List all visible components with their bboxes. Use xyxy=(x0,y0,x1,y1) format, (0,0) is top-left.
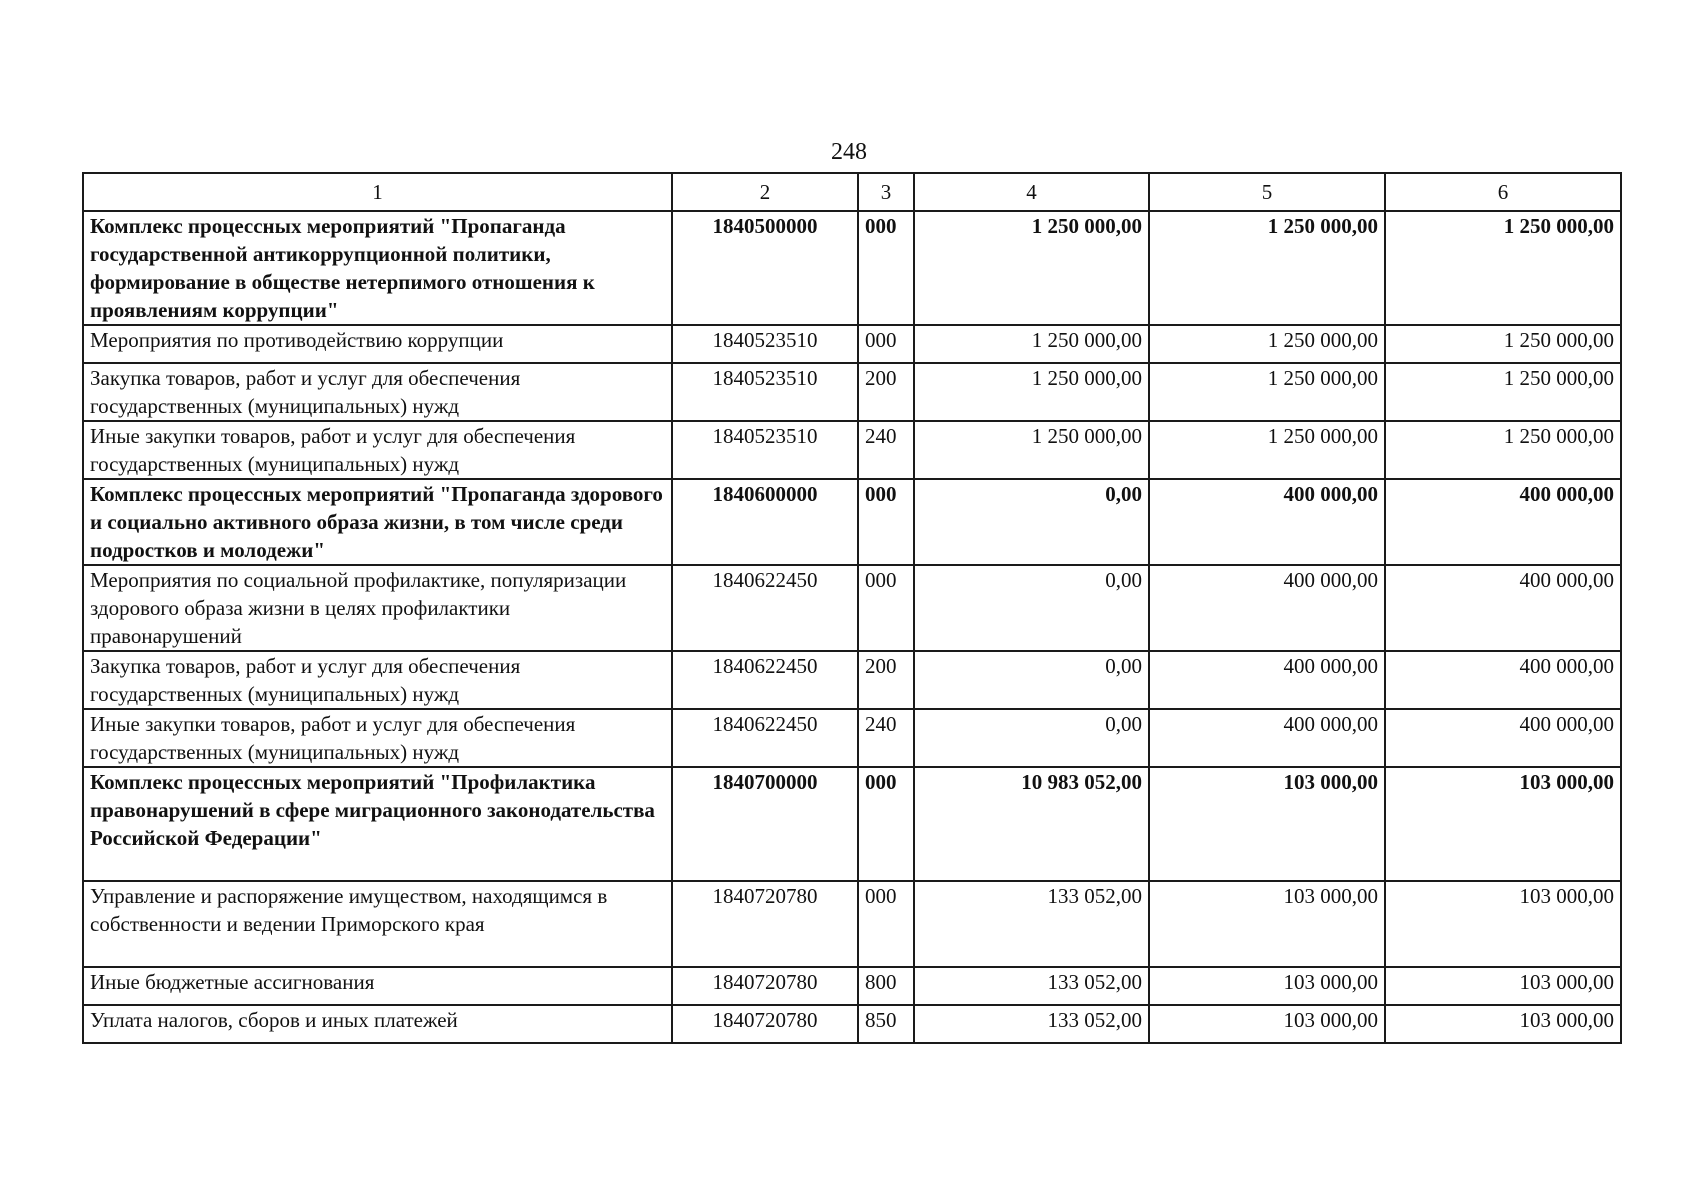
row-amount-5: 1 250 000,00 xyxy=(1149,421,1385,479)
row-amount-4: 1 250 000,00 xyxy=(914,211,1149,325)
row-name: Комплекс процессных мероприятий "Пропаганда государственной антикоррупционной политики, формирование в обществе нетерпимого отношения к проявлениям коррупции" xyxy=(83,211,672,325)
page-number: 248 xyxy=(831,139,867,165)
row-code: 1840622450 xyxy=(672,565,858,651)
table-row xyxy=(83,767,1621,881)
row-amount-4: 10 983 052,00 xyxy=(914,767,1149,881)
row-amount-4: 0,00 xyxy=(914,651,1149,709)
row-code: 1840622450 xyxy=(672,651,858,709)
row-amount-6: 1 250 000,00 xyxy=(1385,325,1621,363)
table-row xyxy=(83,651,1621,709)
row-type: 200 xyxy=(858,363,914,421)
row-name: Управление и распоряжение имуществом, находящимся в собственности и ведении Приморского края xyxy=(83,881,672,967)
row-type: 240 xyxy=(858,709,914,767)
row-amount-4: 0,00 xyxy=(914,565,1149,651)
table-row xyxy=(83,709,1621,767)
row-amount-5: 400 000,00 xyxy=(1149,479,1385,565)
row-type: 000 xyxy=(858,479,914,565)
row-amount-6: 103 000,00 xyxy=(1385,1005,1621,1043)
row-amount-6: 400 000,00 xyxy=(1385,479,1621,565)
row-amount-6: 1 250 000,00 xyxy=(1385,363,1621,421)
column-number-row xyxy=(83,173,1621,211)
table-row xyxy=(83,565,1621,651)
column-header: 1 xyxy=(83,173,672,211)
row-amount-5: 103 000,00 xyxy=(1149,967,1385,1005)
row-amount-4: 1 250 000,00 xyxy=(914,421,1149,479)
row-code: 1840500000 xyxy=(672,211,858,325)
row-name: Мероприятия по противодействию коррупции xyxy=(83,325,672,363)
row-amount-4: 1 250 000,00 xyxy=(914,325,1149,363)
column-header: 4 xyxy=(914,173,1149,211)
row-type: 000 xyxy=(858,767,914,881)
row-code: 1840600000 xyxy=(672,479,858,565)
budget-table xyxy=(82,172,1622,1044)
row-amount-5: 400 000,00 xyxy=(1149,709,1385,767)
row-name: Иные закупки товаров, работ и услуг для обеспечения государственных (муниципальных) нужд xyxy=(83,709,672,767)
row-code: 1840720780 xyxy=(672,881,858,967)
column-header: 3 xyxy=(858,173,914,211)
row-type: 800 xyxy=(858,967,914,1005)
row-name: Мероприятия по социальной профилактике, популяризации здорового образа жизни в целях профилактики правонарушений xyxy=(83,565,672,651)
row-amount-4: 0,00 xyxy=(914,479,1149,565)
row-amount-4: 0,00 xyxy=(914,709,1149,767)
table-row xyxy=(83,363,1621,421)
table-row xyxy=(83,967,1621,1005)
row-amount-5: 1 250 000,00 xyxy=(1149,363,1385,421)
row-amount-5: 103 000,00 xyxy=(1149,767,1385,881)
row-code: 1840700000 xyxy=(672,767,858,881)
row-type: 000 xyxy=(858,211,914,325)
row-amount-5: 103 000,00 xyxy=(1149,881,1385,967)
row-amount-4: 1 250 000,00 xyxy=(914,363,1149,421)
row-name: Комплекс процессных мероприятий "Пропаганда здорового и социально активного образа жизни, в том числе среди подростков и молодежи" xyxy=(83,479,672,565)
row-name: Уплата налогов, сборов и иных платежей xyxy=(83,1005,672,1043)
row-code: 1840720780 xyxy=(672,1005,858,1043)
row-amount-6: 1 250 000,00 xyxy=(1385,211,1621,325)
row-code: 1840720780 xyxy=(672,967,858,1005)
row-type: 850 xyxy=(858,1005,914,1043)
column-header: 6 xyxy=(1385,173,1621,211)
row-code: 1840622450 xyxy=(672,709,858,767)
row-amount-4: 133 052,00 xyxy=(914,1005,1149,1043)
row-amount-5: 400 000,00 xyxy=(1149,651,1385,709)
table-row xyxy=(83,479,1621,565)
row-amount-5: 1 250 000,00 xyxy=(1149,325,1385,363)
table-row xyxy=(83,421,1621,479)
row-amount-6: 400 000,00 xyxy=(1385,651,1621,709)
row-amount-6: 103 000,00 xyxy=(1385,767,1621,881)
row-name: Иные бюджетные ассигнования xyxy=(83,967,672,1005)
row-amount-5: 1 250 000,00 xyxy=(1149,211,1385,325)
table-row xyxy=(83,211,1621,325)
row-name: Комплекс процессных мероприятий "Профилактика правонарушений в сфере миграционного законодательства Российской Федерации" xyxy=(83,767,672,881)
row-amount-6: 1 250 000,00 xyxy=(1385,421,1621,479)
row-code: 1840523510 xyxy=(672,325,858,363)
row-type: 000 xyxy=(858,881,914,967)
row-type: 000 xyxy=(858,325,914,363)
row-amount-5: 103 000,00 xyxy=(1149,1005,1385,1043)
row-amount-6: 103 000,00 xyxy=(1385,881,1621,967)
row-amount-4: 133 052,00 xyxy=(914,881,1149,967)
row-type: 240 xyxy=(858,421,914,479)
row-type: 000 xyxy=(858,565,914,651)
table-row xyxy=(83,881,1621,967)
row-amount-6: 400 000,00 xyxy=(1385,709,1621,767)
table-row xyxy=(83,325,1621,363)
column-header: 5 xyxy=(1149,173,1385,211)
row-code: 1840523510 xyxy=(672,363,858,421)
row-name: Иные закупки товаров, работ и услуг для обеспечения государственных (муниципальных) нужд xyxy=(83,421,672,479)
row-name: Закупка товаров, работ и услуг для обеспечения государственных (муниципальных) нужд xyxy=(83,363,672,421)
row-code: 1840523510 xyxy=(672,421,858,479)
row-amount-5: 400 000,00 xyxy=(1149,565,1385,651)
column-header: 2 xyxy=(672,173,858,211)
row-amount-6: 103 000,00 xyxy=(1385,967,1621,1005)
row-type: 200 xyxy=(858,651,914,709)
row-name: Закупка товаров, работ и услуг для обеспечения государственных (муниципальных) нужд xyxy=(83,651,672,709)
row-amount-4: 133 052,00 xyxy=(914,967,1149,1005)
row-amount-6: 400 000,00 xyxy=(1385,565,1621,651)
table-row xyxy=(83,1005,1621,1043)
